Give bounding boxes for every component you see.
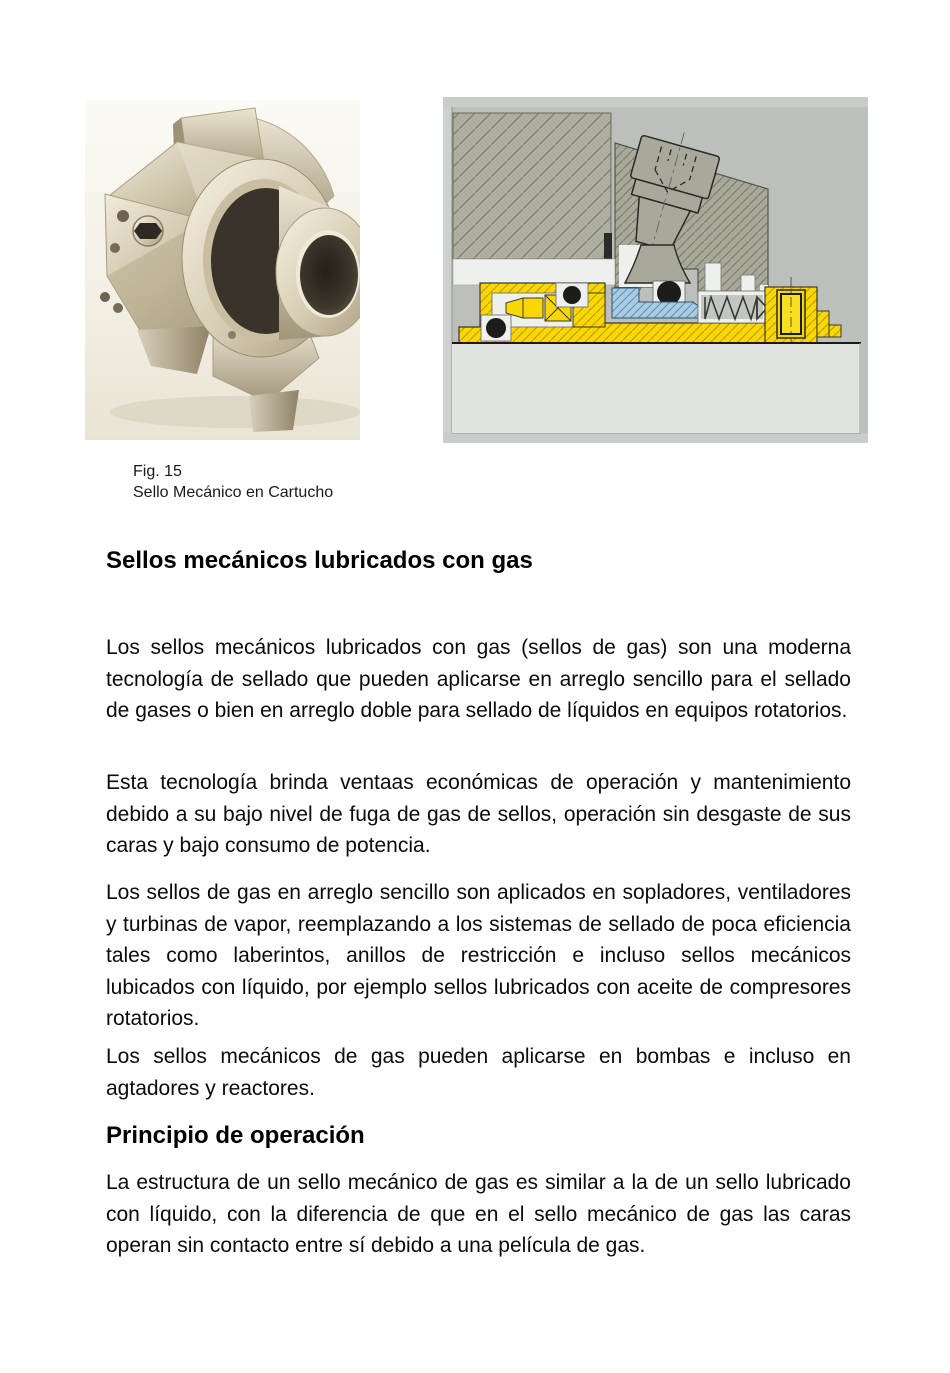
cartridge-mechanical-seal-photo-icon <box>85 100 360 440</box>
figure-caption <box>133 461 333 503</box>
heading-operating-principle: Principio de operación <box>106 1122 365 1149</box>
seal-photo-figure <box>85 100 360 440</box>
body-paragraph-4: Los sellos mecánicos de gas pueden aplicarse en bombas e incluso en agtadores y reactores. <box>106 1045 851 1100</box>
body-paragraph-3: Los sellos de gas en arreglo sencillo son aplicados en sopladores, ventiladores y turbinas de vapor, reemplazando a los sistemas de sellado de poca eficiencia tales como laberintos, anillos de restricción e incluso sellos mecánicos lubicados con líquido, por ejemplo sellos lubricados con aceite de compresores rotatorios. <box>106 881 851 1030</box>
heading-gas-lubricated-seals: Sellos mecánicos lubricados con gas <box>106 547 533 574</box>
mechanical-seal-cross-section-icon <box>443 97 868 443</box>
body-paragraph-1: Los sellos mecánicos lubricados con gas (sellos de gas) son una moderna tecnología de sellado que pueden aplicarse en arreglo sencillo para el sellado de gases o bien en arreglo doble para sellado de líquidos en equipos rotatorios. <box>106 636 851 722</box>
figure-caption-title: Sello Mecánico en Cartucho <box>133 484 334 501</box>
body-paragraph-5: La estructura de un sello mecánico de gas es similar a la de un sello lubricado con líquido, con la diferencia de que en el sello mecánico de gas las caras operan sin contacto entre sí debido a una película de gas. <box>106 1171 851 1257</box>
figure-caption-number: Fig. 15 <box>133 463 182 480</box>
body-paragraph-2: Esta tecnología brinda ventaas económicas de operación y mantenimiento debido a su bajo nivel de fuga de gas de sellos, operación sin desgaste de sus caras y bajo consumo de potencia. <box>106 771 851 857</box>
seal-diagram-figure <box>443 97 868 443</box>
